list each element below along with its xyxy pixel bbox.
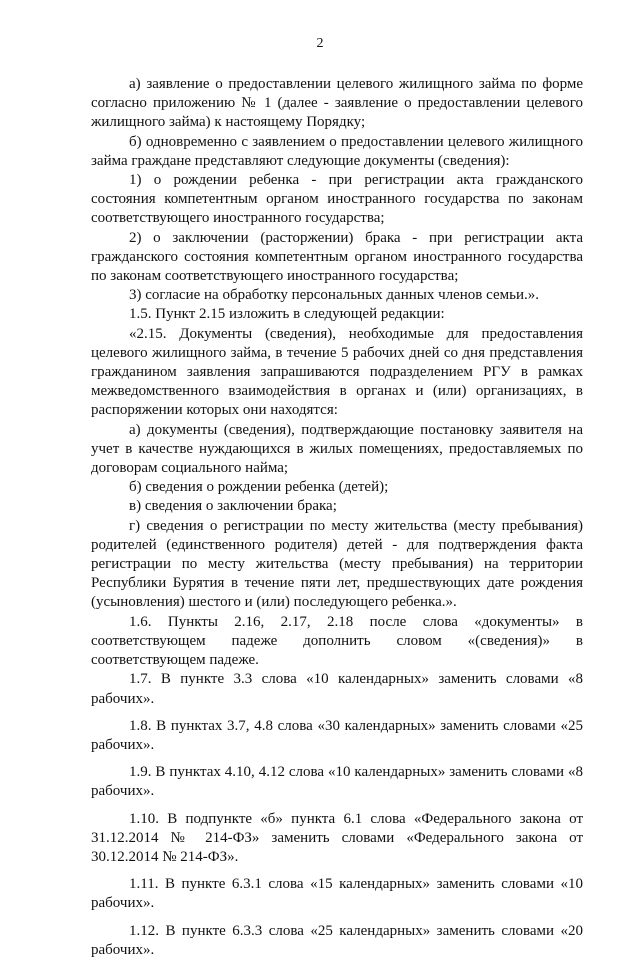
paragraph-1-birth: 1) о рождении ребенка - при регистрации акта гражданского состояния компетентным органом иностранного государства по законам соответствующего иностранного государства; — [91, 172, 583, 227]
paragraph-b-documents: б) одновременно с заявлением о предоставлении целевого жилищного займа граждане представляют следующие документы (сведения): — [91, 133, 583, 169]
paragraph-1-10: 1.10. В подпункте «б» пункта 6.1 слова «Федерального закона от 31.12.2014 № 214-ФЗ» заменить словами «Федерального закона от 30.12.2014 № 214-ФЗ». — [91, 810, 583, 865]
paragraph-2-15: «2.15. Документы (сведения), необходимые для предоставления целевого жилищного займа, в течение 5 рабочих дней со дня представления гражданином заявления запрашиваются подразделением РГУ в рамках межведомственного взаимодействия в органах и (или) организациях, в распоряжении которых они находятся: — [91, 325, 583, 419]
paragraph-a-registration: а) документы (сведения), подтверждающие постановку заявителя на учет в качестве нуждающихся в жилых помещениях, предоставляемых по договорам социального найма; — [91, 421, 583, 477]
paragraph-a-application: а) заявление о предоставлении целевого жилищного займа по форме согласно приложению № 1 (далее - заявление о предоставлении целевого жилищного займа) к настоящему Порядку; — [91, 76, 583, 131]
paragraph-1-9: 1.9. В пунктах 4.10, 4.12 слова «10 календарных» заменить словами «8 рабочих». — [91, 764, 583, 800]
paragraph-1-8: 1.8. В пунктах 3.7, 4.8 слова «30 календарных» заменить словами «25 рабочих». — [91, 717, 583, 753]
paragraph-1-7: 1.7. В пункте 3.3 слова «10 календарных» заменить словами «8 рабочих». — [91, 671, 583, 707]
page-number: 2 — [316, 36, 324, 51]
paragraph-b-birth-info: б) сведения о рождении ребенка (детей); — [129, 479, 389, 496]
paragraph-1-11: 1.11. В пункте 6.3.1 слова «15 календарных» заменить словами «10 рабочих». — [91, 876, 583, 912]
paragraph-3-consent: 3) согласие на обработку персональных данных членов семьи.». — [129, 287, 539, 304]
paragraph-1-5: 1.5. Пункт 2.15 изложить в следующей редакции: — [129, 306, 445, 323]
paragraph-v-marriage-info: в) сведения о заключении брака; — [129, 498, 337, 515]
paragraph-2-marriage: 2) о заключении (расторжении) брака - при регистрации акта гражданского состояния компетентным органом иностранного государства по законам соответствующего иностранного государства; — [91, 229, 583, 285]
paragraph-1-6: 1.6. Пункты 2.16, 2.17, 2.18 после слова «документы» в соответствующем падеже дополнить словом «(сведения)» в соответствующем падеже. — [91, 613, 583, 669]
paragraph-1-12: 1.12. В пункте 6.3.3 слова «25 календарных» заменить словами «20 рабочих». — [91, 922, 583, 958]
document-body — [91, 75, 583, 960]
paragraph-g-residence: г) сведения о регистрации по месту жительства (месту пребывания) родителей (единственного родителя) детей - для подтверждения факта регистрации по месту жительства (месту пребывания) на территории Республики Бурятия в течение пяти лет, предшествующих дате рождения (усыновления) шестого и (или) последующего ребенка.». — [91, 517, 583, 611]
